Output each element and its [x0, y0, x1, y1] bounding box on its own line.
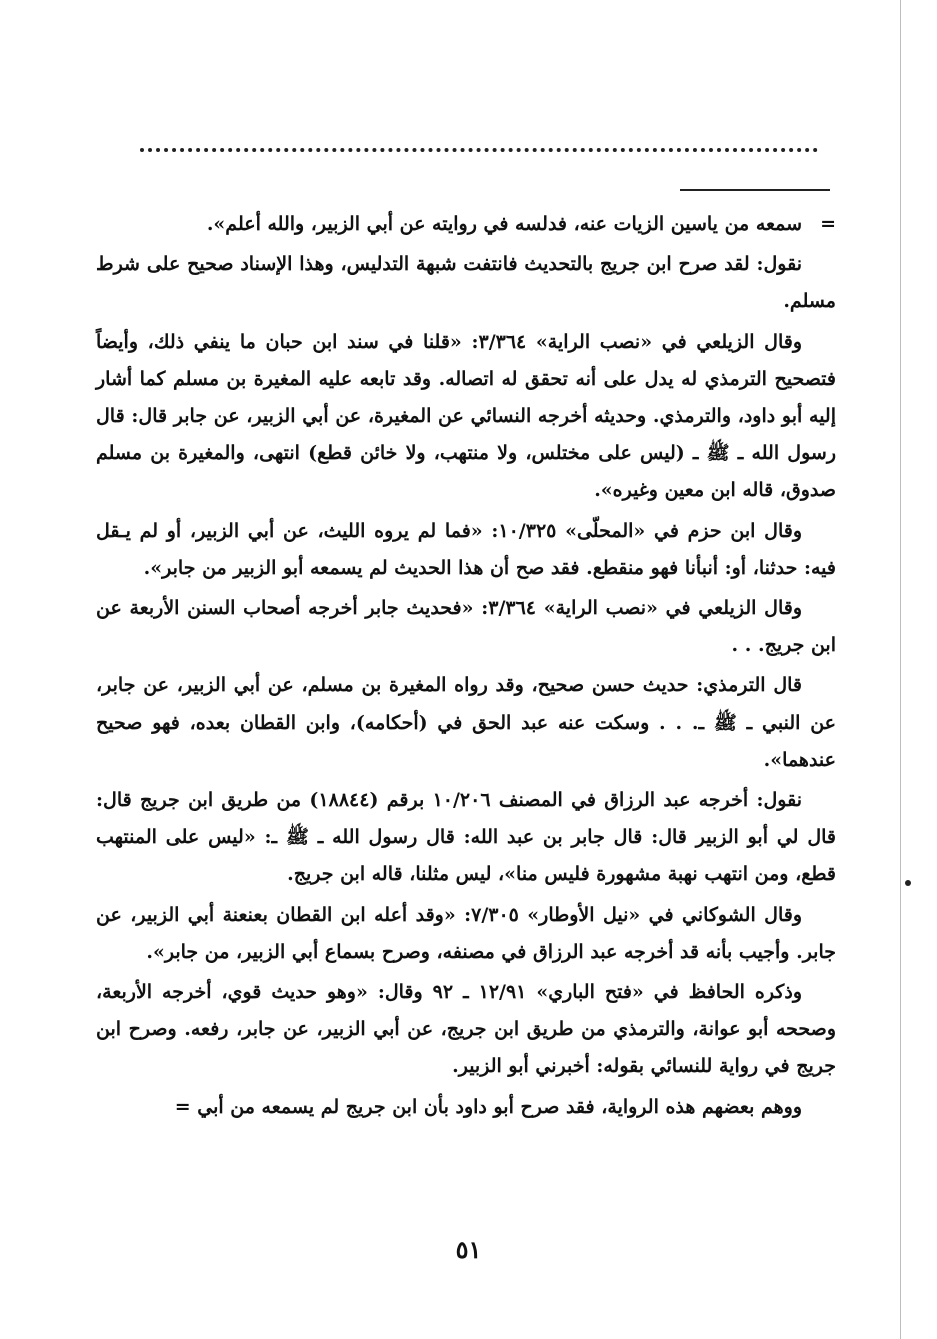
- paragraph: [96, 206, 836, 243]
- footnote-text: [96, 206, 836, 1129]
- paragraph: وقال الشوكاني في «نيل الأوطار» ٧/٣٠٥: «وقد أعله ابن القطان بعنعنة أبي الزبير، عن جابر. وأجيب بأنه قد أخرجه عبد الرزاق في مصنفه، وصرح بسماع أبي الزبير، من جابر».: [96, 903, 836, 963]
- paragraph-text: ووهم بعضهم هذه الرواية، فقد صرح أبو داود بأن ابن جريج لم يسمعه من أبي: [197, 1095, 802, 1118]
- paragraph-text: سمعه من ياسين الزيات عنه، فدلسه في روايته عن أبي الزبير، والله أعلم».: [206, 213, 803, 235]
- paragraph: قال الترمذي: حديث حسن صحيح، وقد رواه المغيرة بن مسلم، عن أبي الزبير، عن جابر، عن النبي ـ ﷺ ـ. . . وسكت عنه عبد الحق في (أحكامه)، وابن القطان بعده، فهو صحيح عندهما».: [96, 674, 836, 771]
- paragraph: [96, 1089, 836, 1126]
- paragraph: وقال الزيلعي في «نصب الراية» ٣/٣٦٤: «قلنا في سند ابن حبان ما ينفي ذلك، وأيضاً فتصحيح الترمذي له يدل على أنه تحقق له اتصاله. وقد تابعه عليه المغيرة بن مسلم كما أشار إليه أبو داود، والترمذي. وحديثه أخرجه النسائي عن المغيرة، عن أبي الزبير، عن جابر قال: قال رسول الله ـ ﷺ ـ (ليس على مختلس، ولا منتهب، ولا خائن قطع) انتهى، والمغيرة بن مسلم صدوق، قاله ابن معين وغيره».: [96, 330, 836, 502]
- paragraph: وقال الزيلعي في «نصب الراية» ٣/٣٦٤: «فحديث جابر أخرجه أصحاب السنن الأربعة عن ابن جريج. . .: [96, 597, 836, 657]
- continuation-mark-bottom: =: [174, 1095, 191, 1118]
- page-edge-line: [900, 0, 901, 1339]
- dotted-separator: [140, 148, 818, 152]
- paragraph: وقال ابن حزم في «المحلّى» ١٠/٣٢٥: «فما لم يروه الليث، عن أبي الزبير، أو لم يـقل فيه: حدثنا، أو: أنبأنا فهو منقطع. فقد صح أن هذا الحديث لم يسمعه أبو الزبير من جابر».: [96, 519, 836, 579]
- paragraph: نقول: لقد صرح ابن جريج بالتحديث فانتفت شبهة التدليس، وهذا الإسناد صحيح على شرط مسلم.: [96, 253, 836, 313]
- page-number: ٥١: [455, 1235, 482, 1264]
- margin-speck: [905, 880, 911, 886]
- paragraph: نقول: أخرجه عبد الرزاق في المصنف ١٠/٢٠٦ برقم (١٨٨٤٤) من طريق ابن جريج قال: قال لي أبو الزبير قال: قال جابر بن عبد الله: قال رسول الله ـ ﷺ ـ: «ليس على المنتهب قطع، ومن انتهب نهبة مشهورة فليس منا»، ليس مثلنا، قاله ابن جريج.: [96, 789, 836, 886]
- continuation-mark-top: =: [820, 213, 836, 235]
- footnote-rule: [680, 189, 830, 191]
- paragraph: وذكره الحافظ في «فتح الباري» ١٢/٩١ ـ ٩٢ وقال: «وهو حديث قوي، أخرجه الأربعة، وصححه أبو عوانة، والترمذي من طريق ابن جريج، عن أبي الزبير، عن جابر، رفعه. وصرح ابن جريج في رواية للنسائي بقوله: أخبرني أبو الزبير.: [96, 981, 836, 1078]
